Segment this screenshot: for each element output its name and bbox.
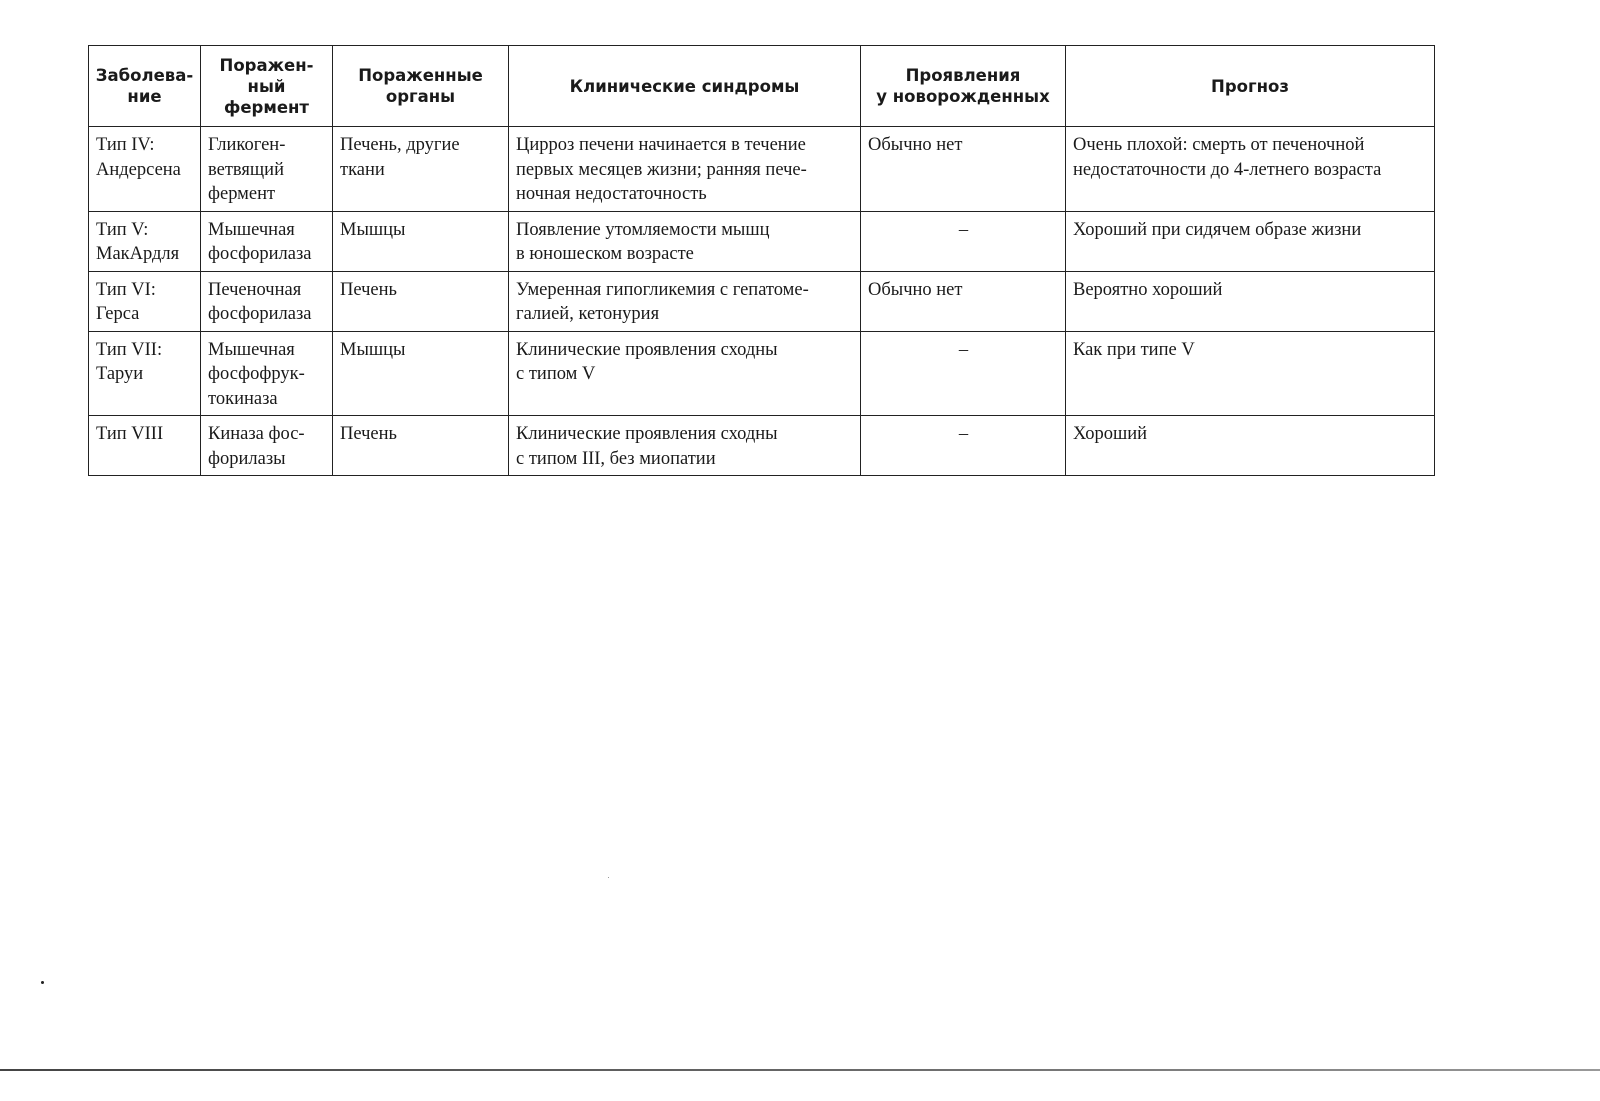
page-bottom-rule [0,1069,1600,1071]
cell-organs: Печень [333,271,509,331]
header-syndromes: Клинические синдромы [509,46,861,127]
cell-enzyme: Мышечная фосфорилаза [201,211,333,271]
cell-syndromes: Клинические проявления сходны с типом V [509,331,861,416]
table-row [89,416,1435,476]
cell-newborn: – [861,416,1066,476]
cell-disease: Тип V: МакАрдля [89,211,201,271]
cell-prognosis: Вероятно хороший [1066,271,1435,331]
header-disease: Заболева- ние [89,46,201,127]
header-enzyme: Поражен- ный фермент [201,46,333,127]
cell-newborn: Обычно нет [861,127,1066,212]
table-header-row [89,46,1435,127]
table-row [89,211,1435,271]
cell-organs: Мышцы [333,211,509,271]
cell-disease: Тип IV: Андерсена [89,127,201,212]
scan-dot [41,981,44,984]
cell-syndromes: Умеренная гипогликемия с гепатоме- галией, кетонурия [509,271,861,331]
cell-prognosis: Очень плохой: смерть от печеночной недостаточности до 4-летнего возраста [1066,127,1435,212]
cell-enzyme: Мышечная фосфофрук- токиназа [201,331,333,416]
glycogenosis-table [88,45,1435,476]
header-newborn: Проявления у новорожденных [861,46,1066,127]
cell-syndromes: Цирроз печени начинается в течение первых месяцев жизни; ранняя пече- ночная недостаточность [509,127,861,212]
header-prognosis: Прогноз [1066,46,1435,127]
cell-disease: Тип VI: Герса [89,271,201,331]
cell-disease: Тип VIII [89,416,201,476]
cell-prognosis: Хороший при сидячем образе жизни [1066,211,1435,271]
cell-prognosis: Как при типе V [1066,331,1435,416]
cell-newborn: Обычно нет [861,271,1066,331]
cell-enzyme: Киназа фос- форилазы [201,416,333,476]
cell-organs: Печень [333,416,509,476]
cell-enzyme: Гликоген- ветвящий фермент [201,127,333,212]
scan-speck [608,877,609,878]
cell-newborn: – [861,331,1066,416]
header-organs: Пораженные органы [333,46,509,127]
cell-newborn: – [861,211,1066,271]
cell-syndromes: Клинические проявления сходны с типом III, без миопатии [509,416,861,476]
cell-syndromes: Появление утомляемости мышц в юношеском возрасте [509,211,861,271]
cell-organs: Печень, другие ткани [333,127,509,212]
cell-prognosis: Хороший [1066,416,1435,476]
cell-disease: Тип VII: Таруи [89,331,201,416]
table-row [89,127,1435,212]
table-row [89,271,1435,331]
table-row [89,331,1435,416]
cell-organs: Мышцы [333,331,509,416]
cell-enzyme: Печеночная фосфорилаза [201,271,333,331]
